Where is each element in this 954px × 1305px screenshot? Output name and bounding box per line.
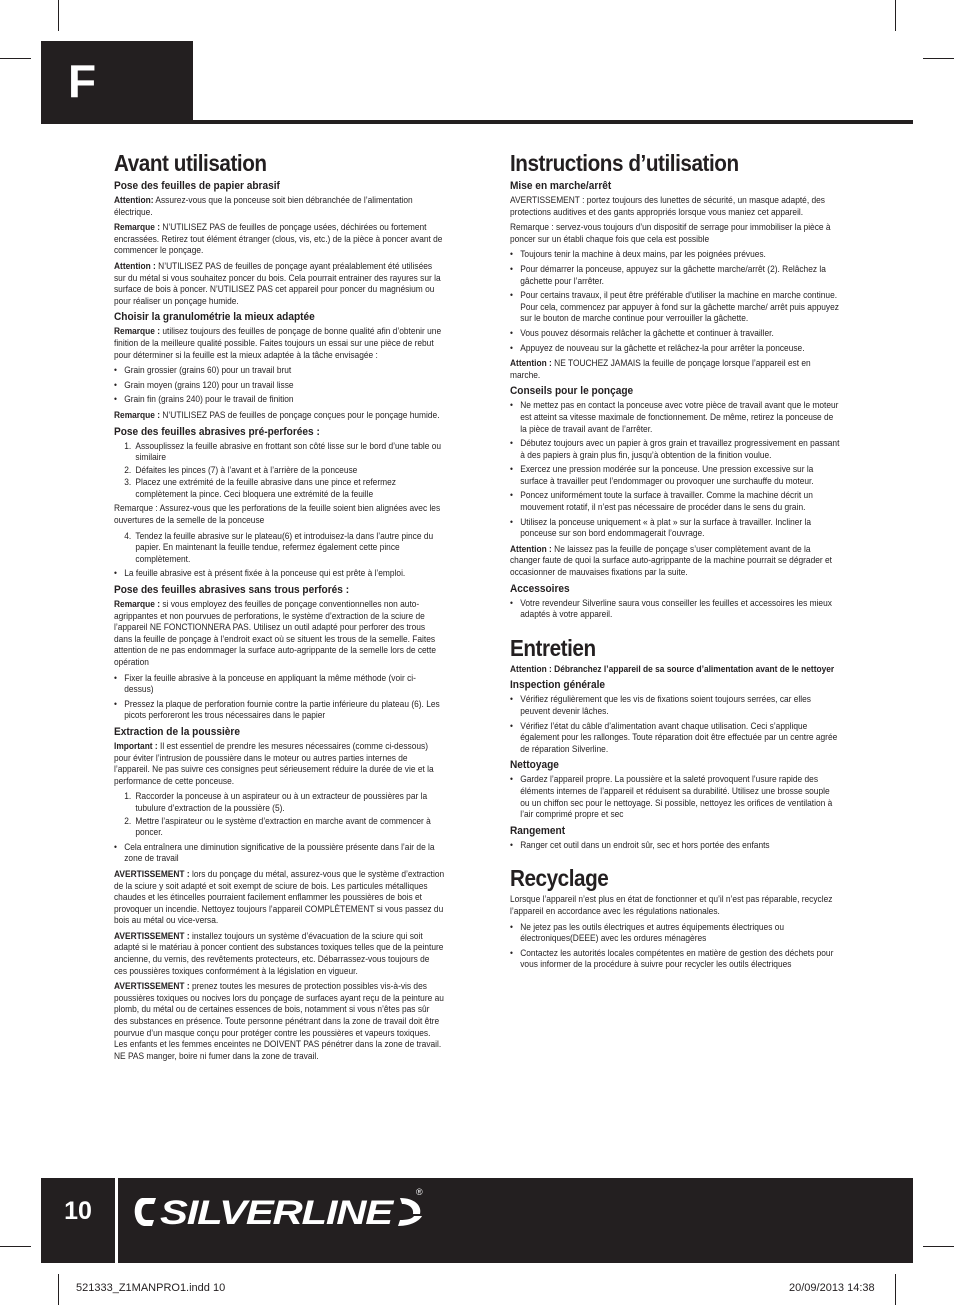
bullet-list: [510, 774, 840, 820]
numbered-list: [114, 441, 444, 501]
subsection-title: Accessoires: [510, 582, 570, 595]
section-title-recycling: Recyclage: [510, 865, 609, 892]
header-rule: [41, 120, 913, 124]
step-text: Raccorder la ponceuse à un aspirateur ou à un extracteur de poussières par la tubulure d’extraction de la poussière (5).: [135, 791, 428, 813]
bullet-list: [510, 840, 840, 852]
paragraph: [114, 222, 444, 257]
paragraph-text: Il est essentiel de prendre les mesures nécessaires (comme ci-dessous) pour éviter l’intrusion de poussière dans le moteur ou autres parties internes de l’appareil. Ne pas suivre ces consignes peut sérieusement réduire la durée de vie et la performance de cette ponceuse.: [114, 740, 434, 786]
bullet-list: [510, 922, 840, 971]
list-item: [114, 531, 444, 566]
subsection-title: Pose des feuilles abrasives sans trous perforés :: [114, 584, 350, 597]
list-item: • Vous pouvez désormais relâcher la gâchette et continuer à travailler.: [510, 328, 840, 340]
list-item: • Utilisez la ponceuse uniquement « à plat » sur la surface à travailler. Incliner la ponceuse sur son bord endommagerait l’ouvrage.: [510, 517, 840, 540]
subsection-title: Pose des feuilles de papier abrasif: [114, 180, 280, 192]
paragraph-lead: AVERTISSEMENT :: [114, 930, 190, 941]
list-item: • Ranger cet outil dans un endroit sûr, sec et hors portée des enfants: [510, 840, 840, 852]
paragraph-lead: AVERTISSEMENT :: [114, 981, 190, 992]
list-item: • Débutez toujours avec un papier à gros grain et travaillez progressivement en passant à des papiers à grain plus fin, jusqu’à obtention de la finition voulue.: [510, 438, 840, 461]
crop-mark: [895, 1274, 896, 1305]
subsection-title: Nettoyage: [510, 759, 559, 772]
step-number: 2.: [124, 464, 132, 475]
paragraph: AVERTISSEMENT : portez toujours des lunettes de sécurité, un masque adapté, des protections auditives et des gants appropriés lorsque vous maniez cet appareil.: [510, 195, 825, 217]
crop-mark: [923, 58, 954, 59]
paragraph-text: si vous employez des feuilles de ponçage conventionnelles non auto-agrippantes et non pourvues de perforations, le système d’extraction de la sciure de l’appareil NE FONCTIONNERA PAS. Utilisez un outil adapté pour perforer des trous dans la feuille de ponçage à l’endroit exact où se situent les trous de la semelle. Faites attention de ne pas endommager la surface auto-agrippante de la semelle lors de cette opération: [114, 599, 436, 667]
list-item: • Appuyez de nouveau sur la gâchette et relâchez-la pour arrêter la ponceuse.: [510, 343, 840, 355]
paragraph: Lorsque l’appareil n’est plus en état de fonctionner et qu’il n’est pas réparable, recyclez l’appareil en accordance avec les régulations nationales.: [510, 894, 833, 916]
paragraph-lead: Attention :: [510, 358, 552, 369]
paragraph-lead: Attention:: [114, 195, 154, 205]
subsection-title: Choisir la granulométrie la mieux adaptée: [114, 311, 315, 324]
paragraph: Remarque : Assurez-vous que les perforations de la feuille soient bien alignées avec les ouvertures de la semelle de la ponceuse: [114, 503, 441, 526]
footer-divider: [115, 1178, 118, 1263]
bullet-list: [510, 598, 840, 621]
list-item: • Poncez uniformément toute la surface à travailler. Comme la machine décrit un mouvement rotatif, il n’est pas nécessaire de procéder dans le sens du grain.: [510, 490, 840, 513]
list-item: [114, 465, 444, 477]
paragraph-text: N’UTILISEZ PAS de feuilles de ponçage conçues pour le ponçage humide.: [160, 409, 440, 420]
step-number: 1.: [124, 440, 132, 451]
logo-right-hook: [398, 1198, 422, 1226]
paragraph: [114, 326, 444, 361]
section-title-instructions: Instructions d’utilisation: [510, 150, 739, 176]
crop-mark: [58, 1274, 59, 1305]
paragraph: [510, 544, 840, 579]
paragraph-text: Ne laissez pas la feuille de ponçage s’user complètement avant de la changer faute de quoi la surface auto-agrippante de la machine pourrait se dégrader et occasionner de mauvaises fixations par la suite.: [510, 543, 832, 578]
subsection-title: Mise en marche/arrêt: [510, 180, 612, 192]
print-file-info: 521333_Z1MANPRO1.indd 10: [76, 1282, 226, 1294]
paragraph: [114, 741, 444, 787]
list-item: • Cela entraînera une diminution significative de la poussière présente dans l’air de la zone de travail: [114, 842, 444, 865]
crop-mark: [0, 58, 31, 59]
paragraph: [114, 410, 444, 422]
warning-paragraph: Attention : Débranchez l’appareil de sa source d’alimentation avant de le nettoyer: [510, 663, 835, 674]
step-number: 1.: [124, 791, 132, 802]
list-item: • Vérifiez l’état du câble d’alimentation avant chaque utilisation. Ceci s’applique également pour les rallonges. Toute réparation doit être effectuée par un centre agrée de réparation Silverline.: [510, 721, 840, 756]
list-item: [114, 441, 444, 464]
paragraph-text: lors du ponçage du métal, assurez-vous que le système d’extraction de la sciure y soit adapté et soit exempt de sciure de bois. Les particules métalliques chaudes et les étincelles pourraient facilement enflammer les poussières de bois et provoquer un incendie. Nettoyez toujours l’appareil COMPLÈTEMENT si vous passez du bois au métal ou vice-versa.: [114, 868, 445, 926]
section-title-maintenance: Entretien: [510, 634, 596, 661]
left-column: [114, 150, 444, 1066]
step-number: 2.: [124, 815, 132, 826]
right-column: [510, 150, 840, 975]
list-item: • Contactez les autorités locales compétentes en matière de gestion des déchets pour vous informer de la procédure à suivre pour recycler les outils électriques: [510, 948, 840, 971]
bullet-list: [114, 568, 444, 580]
page-number: 10: [64, 1197, 92, 1225]
paragraph: [114, 261, 444, 307]
subsection-title: Rangement: [510, 824, 566, 837]
paragraph-lead: Remarque :: [114, 409, 161, 420]
numbered-list: [114, 531, 444, 566]
step-text: Défaites les pinces (7) à l’avant et à l’arrière de la ponceuse: [135, 464, 358, 475]
list-item: • Grain grossier (grains 60) pour un travail brut: [114, 365, 444, 377]
list-item: • Gardez l’appareil propre. La poussière et la saleté provoquent l’usure rapide des éléments internes de l’appareil et réduisent sa durabilité. Utilisez une brosse souple ou un chiffon sec pour le nettoyage. Si possible, nettoyez les orifices de ventilation à l’air comprimé propre et sec: [510, 774, 840, 820]
paragraph-text: utilisez toujours des feuilles de ponçage de bonne qualité afin d’obtenir une finition de la meilleure qualité possible. Faites toujours un essai sur une pièce de rebut pour déterminer si la feuille est la mieux adaptée à la tâche envisagée :: [114, 326, 442, 360]
crop-mark: [58, 0, 59, 31]
list-item: [114, 816, 444, 839]
list-item: • Exercez une pression modérée sur la ponceuse. Une pression excessive sur la surface à travailler peut l’endommager ou provoquer une surchauffe du moteur.: [510, 464, 840, 487]
brand-wordmark: SILVERLINE: [160, 1194, 395, 1232]
paragraph-lead: AVERTISSEMENT :: [114, 868, 190, 879]
paragraph-lead: Remarque :: [114, 599, 161, 610]
list-item: • La feuille abrasive est à présent fixée à la ponceuse qui est prête à l’emploi.: [114, 568, 444, 580]
bullet-list: [114, 673, 444, 722]
list-item: • Ne mettez pas en contact la ponceuse avec votre pièce de travail avant que le moteur est atteint sa vitesse maximale de fonctionnement. De même, retirez la ponceuse de la pièce de travail avant de l’arrêter.: [510, 400, 840, 435]
list-item: • Grain fin (grains 240) pour le travail de finition: [114, 394, 444, 406]
warning-paragraph: [114, 869, 444, 927]
bullet-list: [510, 694, 840, 755]
list-item: • Fixer la feuille abrasive à la ponceuse en appliquant la même méthode (voir ci-dessus): [114, 673, 444, 696]
warning-paragraph: [114, 981, 444, 1062]
step-text: Tendez la feuille abrasive sur le plateau(6) et introduisez-la dans l’autre pince du papier. En maintenant la feuille tendue, refermez également cette pince complètement.: [135, 530, 434, 564]
list-item: • Toujours tenir la machine à deux mains, par les poignées prévues.: [510, 249, 840, 261]
list-item: • Votre revendeur Silverline saura vous conseiller les feuilles et accessoires les mieux adaptés à votre appareil.: [510, 598, 840, 621]
paragraph-lead: Important :: [114, 740, 158, 751]
list-item: • Grain moyen (grains 120) pour un travail lisse: [114, 380, 444, 392]
bullet-list: [510, 249, 840, 354]
subsection-title: Inspection générale: [510, 679, 606, 692]
list-item: • Ne jetez pas les outils électriques et autres équipements électriques ou électroniques(DEEE) avec les ordures ménagères: [510, 922, 840, 945]
list-item: • Vérifiez régulièrement que les vis de fixations soient toujours serrées, car elles peuvent devenir lâches.: [510, 694, 840, 717]
paragraph-lead: Attention :: [114, 260, 156, 271]
paragraph: [114, 599, 444, 669]
print-date: 20/09/2013 14:38: [789, 1282, 875, 1294]
bullet-list: [114, 842, 444, 865]
logo-left-hook: [135, 1198, 156, 1226]
subsection-title: Conseils pour le ponçage: [510, 385, 634, 398]
bullet-list: [114, 365, 444, 406]
subsection-title: Pose des feuilles abrasives pré-perforées :: [114, 425, 320, 438]
paragraph: [510, 358, 840, 381]
subsection-title: Extraction de la poussière: [114, 725, 240, 738]
list-item: [114, 791, 444, 814]
crop-mark: [895, 0, 896, 31]
numbered-list: [114, 791, 444, 838]
step-number: 4.: [124, 530, 132, 541]
paragraph-text: NE TOUCHEZ JAMAIS la feuille de ponçage lorsque l’appareil est en marche.: [510, 358, 811, 380]
warning-paragraph: [114, 931, 444, 977]
language-letter: F: [68, 55, 97, 107]
paragraph-text: prenez toutes les mesures de protection possibles vis-à-vis des poussières toxiques ou nocives lors du ponçage de surfaces ayant reçu de la peinture au plomb, du métal ou de certaines essences de bois, notamment si vous n’êtes pas sûr des substances en présence. Toute personne pénétrant dans la zone de travail doit être pourvue d’un masque conçu pour protéger contre les poussières et vapeurs toxiques. Les enfants et les femmes enceintes ne DOIVENT PAS pénétrer dans la zone de travail. NE PAS manger, boire ni fumer dans la zone de travail.: [114, 981, 444, 1061]
section-title-before-use: Avant utilisation: [114, 150, 267, 176]
paragraph-lead: Remarque :: [114, 222, 161, 233]
paragraph-text: N’UTILISEZ PAS de feuilles de ponçage usées, déchirées ou fortement encrassées. Retirez tout élément étranger (clous, vis, etc.) de la pièce à poncer avant de commencer le ponçage.: [114, 222, 443, 256]
step-text: Assouplissez la feuille abrasive en frottant son côté lisse sur le bord d’une table ou similaire: [135, 440, 442, 463]
list-item: [114, 477, 444, 500]
paragraph-lead: Attention :: [510, 543, 552, 554]
silverline-logo: [130, 1186, 430, 1236]
paragraph-text: installez toujours un système d’évacuation de la sciure qui soit adapté si le matériau à poncer contient des substances toxiques telles que de la peinture ancienne, du vernis, des revêtements protecteurs, etc. Débarrassez-vous toujours de ces poussières toxiques conformément à la législation en vigueur.: [114, 930, 444, 976]
bullet-list: [510, 400, 840, 540]
paragraph-text: N’UTILISEZ PAS de feuilles de ponçage ayant préalablement été utilisées sur du métal si vous souhaitez poncer du bois. Cela pourrait entrainer des rayures sur la surface de bois à poncer. N’UTILISEZ PAS cet appareil pour poncer du magnésium ou pour réaliser un ponçage humide.: [114, 260, 441, 306]
list-item: • Pour démarrer la ponceuse, appuyez sur la gâchette marche/arrêt (2). Relâchez la gâchette pour l’arrêter.: [510, 264, 840, 287]
step-text: Placez une extrémité de la feuille abrasive dans une pince et refermez complètement la pince. Ceci bloquera une extrémité de la feuille: [135, 477, 396, 499]
list-item: • Pour certains travaux, il peut être préférable d’utiliser la machine en marche continue. Pour cela, commencez par appuyer à fond sur la gâchette marche/ arrêt puis appuyez sur le bouton de marche continue pour verrouiller la gâchette.: [510, 290, 840, 325]
paragraph: [114, 195, 444, 218]
list-item: • Pressez la plaque de perforation fournie contre la partie inférieure du plateau (6). Les picots perforeront les trous nécessaires dans le papier: [114, 699, 444, 722]
registered-mark: ®: [416, 1187, 423, 1197]
step-number: 3.: [124, 477, 132, 488]
paragraph: Remarque : servez-vous toujours d’un dispositif de serrage pour immobiliser la pièce à poncer sur un établi chaque fois que cela est possible: [510, 222, 831, 244]
paragraph-text: Assurez-vous que la ponceuse soit bien débranchée de l’alimentation électrique.: [114, 195, 413, 217]
crop-mark: [923, 1246, 954, 1247]
language-tab: [41, 41, 193, 123]
step-text: Mettre l’aspirateur ou le système d’extraction en marche avant de commencer à poncer.: [135, 815, 431, 838]
crop-mark: [0, 1246, 31, 1247]
paragraph-lead: Remarque :: [114, 326, 161, 337]
